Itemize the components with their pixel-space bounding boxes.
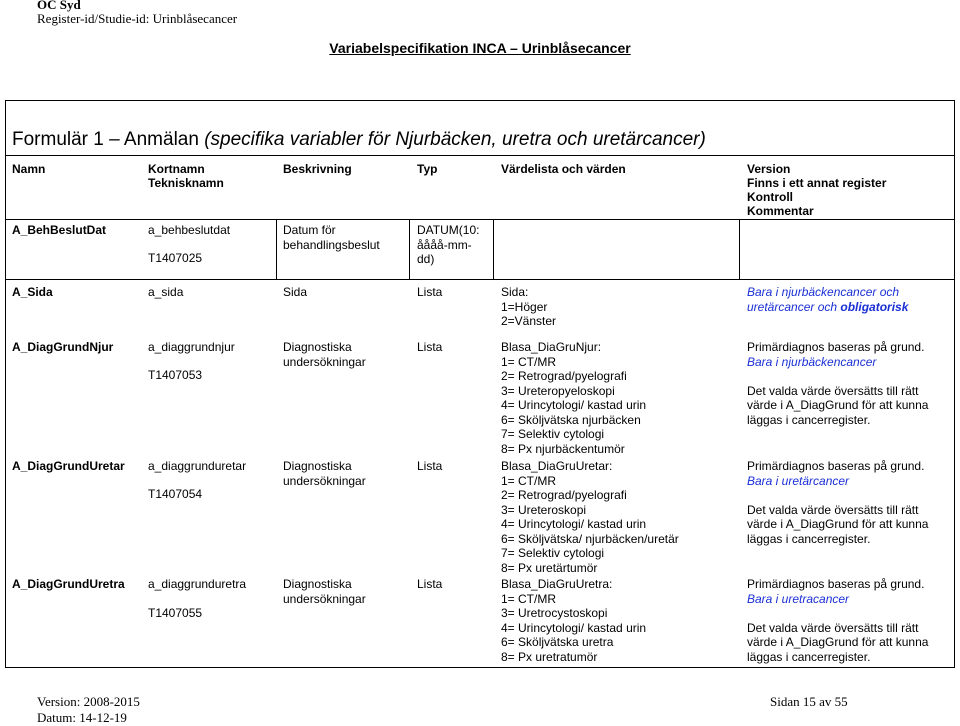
row-namn: A_DiagGrundUretra [12, 577, 125, 591]
row-kommentar: Primärdiagnos baseras på grund. Bara i njurbäckencancer Det valda värde översätts till rätt värde i A_DiagGrund för att kunna läggas i cancerregister. [747, 340, 929, 427]
row-kortnamn: a_behbeslutdat [148, 223, 231, 237]
col-header-finns: Finns i ett annat register [747, 176, 887, 190]
row-kortnamn: a_diaggrunduretar [148, 459, 247, 473]
row-typ: Lista [417, 340, 443, 354]
col-header-version: Version [747, 162, 791, 176]
table-rule [5, 155, 955, 156]
registry-id: Register-id/Studie-id: Urinblåsecancer [37, 11, 238, 26]
col-header-kommentar: Kommentar [747, 204, 814, 218]
row-teknisknamn: T1407053 [148, 368, 203, 382]
row-teknisknamn: T1407054 [148, 487, 203, 501]
row-kortnamn: a_diaggrundnjur [148, 340, 235, 354]
row-teknisknamn: T1407025 [148, 251, 203, 265]
footer-version: Version: 2008-2015 [37, 694, 140, 709]
row-varden: Sida: 1=Höger 2=Vänster [501, 285, 557, 328]
row-teknisknamn: T1407055 [148, 606, 203, 620]
row-kortnamn: a_diaggrunduretra [148, 577, 247, 591]
table-divider [409, 219, 410, 279]
row-beskrivning: Sida [283, 285, 308, 299]
row-varden: Blasa_DiaGruUretra: 1= CT/MR 3= Uretrocystoskopi 4= Urincytologi/ kastad urin 6= Sköljvätska uretra 8= Px uretratumör [501, 577, 647, 664]
row-beskrivning: Diagnostiska undersökningar [283, 340, 366, 369]
col-header-teknisknamn: Teknisknamn [148, 176, 224, 190]
row-beskrivning: Diagnostiska undersökningar [283, 577, 366, 606]
form-title [12, 129, 706, 151]
col-header-kortnamn: Kortnamn [148, 162, 205, 176]
form-title-main: Formulär 1 – Anmälan [12, 129, 199, 150]
document-title: Variabelspecifikation INCA – Urinblåsecancer [329, 40, 631, 56]
row-typ: Lista [417, 577, 443, 591]
row-namn: A_DiagGrundNjur [12, 340, 114, 354]
footer-meta [37, 694, 140, 726]
page-number: Sidan 15 av 55 [770, 694, 848, 709]
row-namn: A_Sida [12, 285, 53, 299]
row-beskrivning: Diagnostiska undersökningar [283, 459, 366, 488]
table-rule [5, 279, 955, 280]
table-divider [739, 219, 740, 279]
form-title-subtitle: (specifika variabler för Njurbäcken, uretra och uretärcancer) [204, 129, 706, 150]
table-rule [5, 219, 955, 220]
col-header-vardelista: Värdelista och värden [501, 162, 626, 176]
row-varden: Blasa_DiaGruNjur: 1= CT/MR 2= Retrograd/pyelografi 3= Ureteropyeloskopi 4= Urincytologi/ kastad urin 6= Sköljvätska njurbäcken 7= Selektiv cytologi 8= Px njurbäckentumör [501, 340, 647, 456]
row-typ: DATUM(10: åååå-mm- dd) [417, 223, 480, 266]
org-name: OC Syd [37, 0, 81, 12]
footer-date: Datum: 14-12-19 [37, 710, 127, 725]
row-namn: A_BehBeslutDat [12, 223, 107, 237]
row-typ: Lista [417, 459, 443, 473]
row-varden: Blasa_DiaGruUretar: 1= CT/MR 2= Retrograd/pyelografi 3= Ureteroskopi 4= Urincytologi/ kastad urin 6= Sköljvätska/ njurbäcken/uretär 7= Selektiv cytologi 8= Px uretärtumör [501, 459, 679, 575]
table-divider [493, 219, 494, 279]
row-kommentar: Primärdiagnos baseras på grund. Bara i uretärcancer Det valda värde översätts till rätt värde i A_DiagGrund för att kunna läggas i cancerregister. [747, 459, 929, 546]
col-header-namn: Namn [12, 162, 46, 176]
row-typ: Lista [417, 285, 443, 299]
table-divider [276, 219, 277, 279]
row-namn: A_DiagGrundUretar [12, 459, 125, 473]
col-header-beskrivning: Beskrivning [283, 162, 352, 176]
row-beskrivning: Datum för behandlingsbeslut [283, 223, 380, 252]
row-kortnamn: a_sida [148, 285, 184, 299]
col-header-typ: Typ [417, 162, 438, 176]
row-kommentar: Primärdiagnos baseras på grund. Bara i uretracancer Det valda värde översätts till rätt värde i A_DiagGrund för att kunna läggas i cancerregister. [747, 577, 929, 664]
row-kommentar: Bara i njurbäckencancer och uretärcancer och obligatorisk [747, 285, 909, 314]
col-header-kontroll: Kontroll [747, 190, 793, 204]
